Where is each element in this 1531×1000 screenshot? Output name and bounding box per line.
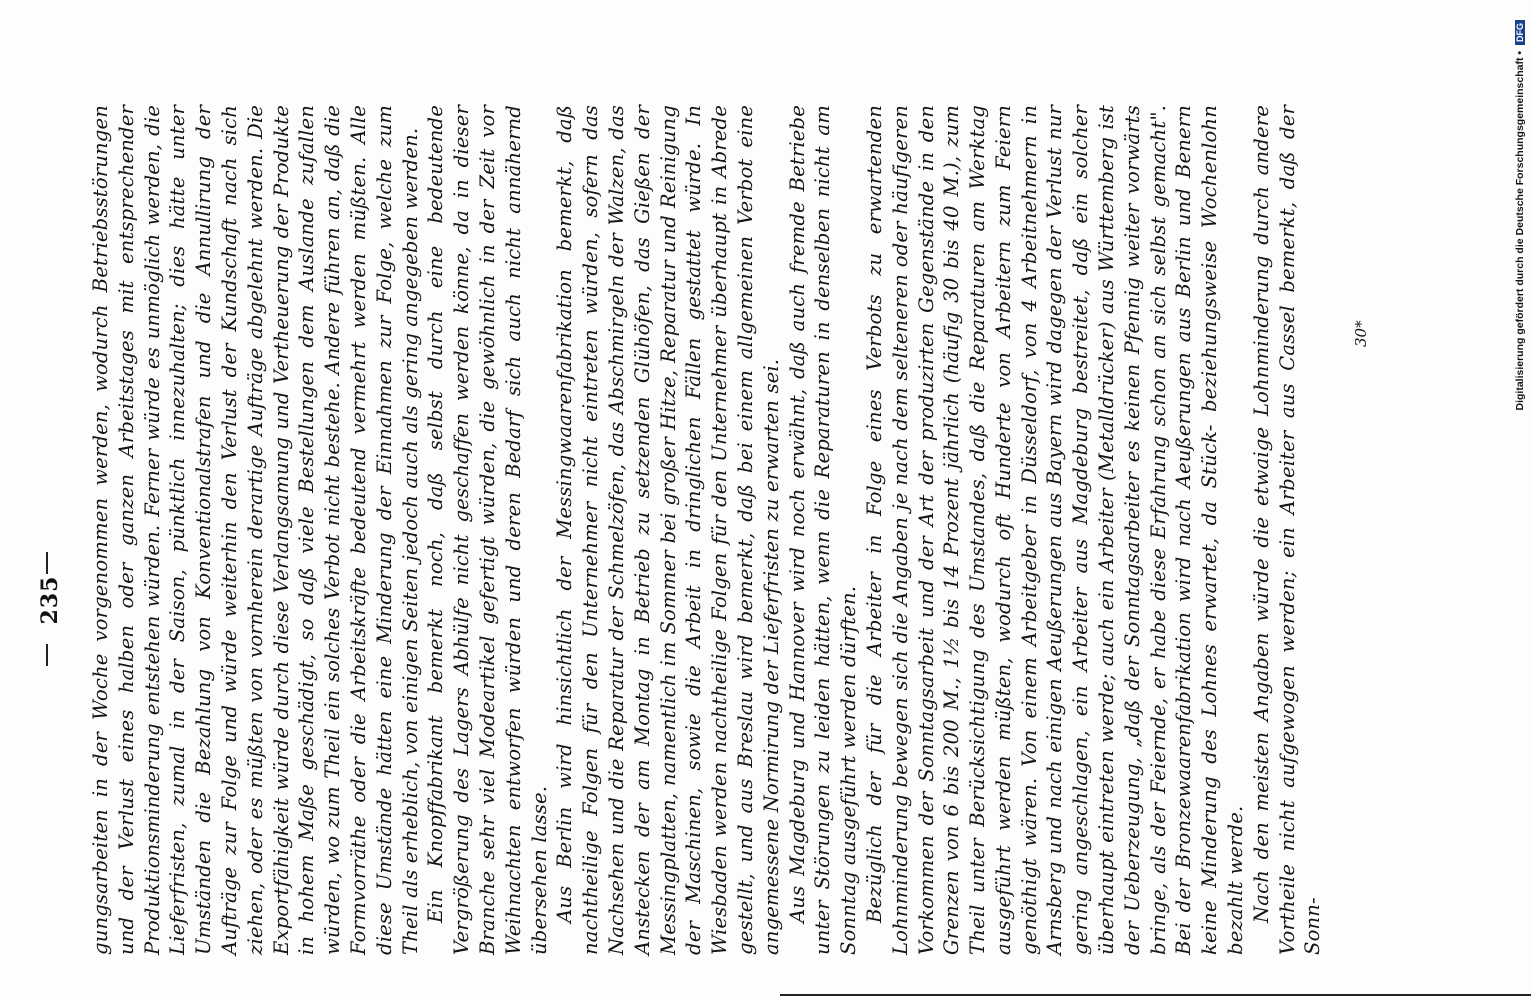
page-number-dash-bottom [46, 644, 48, 666]
signature-mark: 30* [1352, 320, 1370, 347]
page-number: 235 [37, 575, 63, 625]
scan-edge-line [780, 994, 1531, 996]
paragraph: Ein Knopffabrikant bemerkt noch, daß selbst durch eine bedeutende Vergrößerung des Lagers Abhülfe nicht geschaffen werden könne, da in dieser Branche sehr viel Modeartikel gefertigt würden, die gewöhnlich in der Zeit vor Weihnachten entworfen würden und deren Bedarf sich auch nicht annähernd übersehen lasse. [424, 105, 551, 955]
paragraph: Nach den meisten Angaben würde die etwaige Lohnminderung durch andere Vortheile nicht aufgewogen werden; ein Arbeiter aus Cassel bemerkt, daß der Sonn- [1249, 105, 1325, 955]
dfg-logo: DFG [1515, 20, 1525, 45]
digitization-credit [1514, 20, 1530, 700]
paragraph: Aus Magdeburg und Hannover wird noch erwähnt, daß auch fremde Betriebe unter Störungen zu leiden hätten, wenn die Reparaturen in denselben nicht am Sonntag ausgeführt werden dürften. [785, 105, 861, 955]
credit-text: Digitalisierung gefördert durch die Deutsche Forschungsgemeinschaft • [1514, 50, 1526, 411]
paragraph: gungsarbeiten in der Woche vorgenommen werden, wodurch Betriebsstörungen und der Verlust eines halben oder ganzen Arbeitstages mit entsprechender Produktionsminderung entstehen würden. Ferner würde es unmöglich werden, die Lieferfristen, zumal in der Saison, pünktlich innezuhalten; dies hätte unter Umständen die Bezahlung von Konventionalstrafen und die Annullirung der Aufträge zur Folge und würde weiterhin den Verlust der Kundschaft nach sich ziehen, oder es müßten von vornherein derartige Aufträge abgelehnt werden. Die Exportfähigkeit würde durch diese Verlangsamung und Vertheuerung der Produkte in hohem Maße geschädigt, so daß viele Bestellungen dem Auslande zufallen würden, wo zum Theil ein solches Verbot nicht bestehe. Andere führen an, daß die Formvorräthe oder die Arbeitskräfte bedeutend vermehrt werden müßten. Alle diese Umstände hätten eine Minderung der Einnahmen zur Folge, welche zum Theil als erheblich, von einigen Seiten jedoch auch als gering angegeben werden. [89, 105, 422, 955]
paragraph: Bezüglich der für die Arbeiter in Folge eines Verbots zu erwartenden Lohnminderung bewegen sich die Angaben je nach dem selteneren oder häufigeren Vorkommen der Sonntagsarbeit und der Art der produzirten Gegenstände in den Grenzen von 6 bis 200 M., 1½ bis 14 Prozent jährlich (häufig 30 bis 40 M.), zum Theil unter Berücksichtigung des Umstandes, daß die Reparaturen am Werktag ausgeführt werden müßten, wodurch oft Hunderte von Arbeitern zum Feiern genöthigt wären. Von einem Arbeitgeber in Düsseldorf, von 4 Arbeitnehmern in Arnsberg und nach einigen Aeußerungen aus Bayern wird dagegen der Verlust nur gering angeschlagen, ein Arbeiter aus Magdeburg bestreitet, daß ein solcher überhaupt eintreten werde; auch ein Arbeiter (Metalldrücker) aus Württemberg ist der Ueberzeugung, „daß der Sonntagsarbeiter es keinen Pfennig weiter vorwärts bringe, als der Feiernde, er habe diese Erfahrung schon an sich selbst gemacht". Bei der Bronzewaarenfabrikation wird nach Aeußerungen aus Berlin und Benern keine Minderung des Lohnes erwartet, da Stück- beziehungsweise Wochenlohn bezahlt werde. [862, 105, 1248, 955]
paragraph: Aus Berlin wird hinsichtlich der Messingwaarenfabrikation bemerkt, daß nachtheilige Folgen für den Unternehmer nicht eintreten würden, sofern das Nachsehen und die Reparatur der Schmelzöfen, das Abschmirgeln der Walzen, das Anstecken der am Montag in Betrieb zu setzenden Glühöfen, das Gießen der Messingplatten, namentlich im Sommer bei großer Hitze, Reparatur und Reinigung der Maschinen, sowie die Arbeit in dringlichen Fällen gestattet würde. In Wiesbaden werden nachtheilige Folgen für den Unternehmer überhaupt in Abrede gestellt, und aus Breslau wird bemerkt, daß bei einem allgemeinen Verbot eine angemessene Normirung der Lieferfristen zu erwarten sei. [553, 105, 783, 955]
body-text-block [88, 105, 1378, 955]
